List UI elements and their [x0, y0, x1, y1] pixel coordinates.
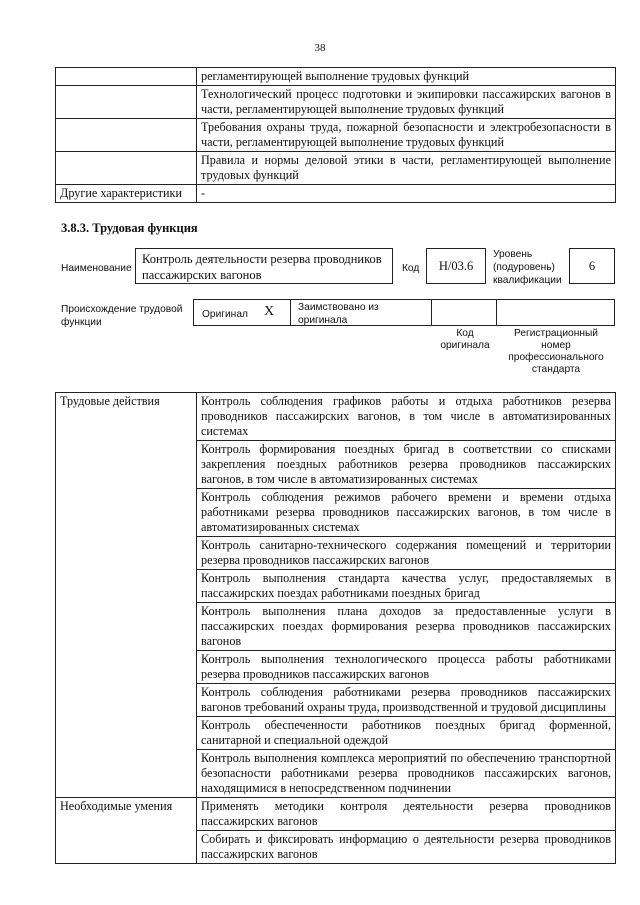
code-label: Код — [402, 263, 420, 274]
row-text: - — [197, 185, 616, 203]
list-item: Контроль выполнения технологического процесса работы работниками резерва проводников пассажирских вагонов — [197, 651, 616, 684]
row-label — [56, 119, 197, 152]
original-label: Оригинал — [202, 309, 248, 320]
labor-actions-label: Трудовые действия — [56, 393, 197, 798]
level-box — [569, 248, 615, 284]
row-text: Правила и нормы деловой этики в части, регламентирующей выполнение трудовых функций — [197, 152, 616, 185]
table-row — [56, 86, 616, 119]
row-text: Технологический процесс подготовки и экипировки пассажирских вагонов в части, регламентирующей выполнение трудовых функций — [197, 86, 616, 119]
divider — [496, 300, 497, 325]
table-row — [56, 152, 616, 185]
list-item: Контроль обеспеченности работников поездных бригад форменной, санитарной и специальной одеждой — [197, 717, 616, 750]
row-text: регламентирующей выполнение трудовых функций — [197, 68, 616, 86]
function-table — [55, 392, 616, 864]
row-text: Требования охраны труда, пожарной безопасности и электробезопасности в части, регламентирующей выполнение трудовых функций — [197, 119, 616, 152]
list-item: Контроль формирования поездных бригад в соответствии со списками закрепления поездных работников резерва проводников пассажирских вагонов, в том числе в автоматизированных системах — [197, 441, 616, 489]
divider — [431, 300, 432, 325]
list-item: Контроль выполнения плана доходов за предоставленные услуги в пассажирских поездах формирования резерва проводников пассажирских вагонов — [197, 603, 616, 651]
list-item: Применять методики контроля деятельности резерва проводников пассажирских вагонов — [197, 798, 616, 831]
level-label: Уровень (подуровень) квалификации — [493, 249, 562, 286]
row-label: Другие характеристики — [56, 185, 197, 203]
list-item: Контроль выполнения комплекса мероприятий по обеспечению транспортной безопасности работниками резерва проводников пассажирских вагонов, находящимися в непосредственном подчинении — [197, 750, 616, 798]
section-title: 3.8.3. Трудовая функция — [61, 221, 198, 235]
row-label — [56, 86, 197, 119]
row-label — [56, 152, 197, 185]
table-row — [56, 119, 616, 152]
borrowed-label: Заимствовано из оригинала — [298, 302, 379, 326]
origin-box — [193, 299, 615, 326]
table-row — [56, 393, 616, 441]
function-name-box — [135, 248, 393, 284]
reg-caption: Регистрационный номер профессионального стандарта — [508, 328, 604, 375]
list-item: Контроль соблюдения режимов рабочего времени и времени отдыха работниками резерва проводников пассажирских вагонов, в том числе в автоматизированных системах — [197, 489, 616, 537]
origin-label: Происхождение трудовой функции — [61, 304, 183, 328]
level-value: 6 — [588, 259, 596, 273]
function-name: Контроль деятельности резерва проводников пассажирских вагонов — [142, 252, 382, 282]
list-item: Собирать и фиксировать информацию о деятельности резерва проводников пассажирских вагонов — [197, 831, 616, 864]
continuation-table — [55, 67, 616, 203]
table-row — [56, 68, 616, 86]
list-item: Контроль санитарно-технического содержания помещений и территории резерва проводников пассажирских вагонов — [197, 537, 616, 570]
code-value: Н/03.6 — [438, 259, 474, 273]
table-row — [56, 185, 616, 203]
list-item: Контроль соблюдения графиков работы и отдыха работников резерва проводников пассажирских вагонов, в том числе в автоматизированных системах — [197, 393, 616, 441]
code-caption: Код оригинала — [440, 328, 490, 351]
divider — [290, 300, 291, 325]
original-mark: X — [264, 304, 275, 319]
code-box — [426, 248, 486, 284]
table-row — [56, 798, 616, 831]
list-item: Контроль соблюдения работниками резерва проводников пассажирских вагонов требований охраны труда, производственной и трудовой дисциплины — [197, 684, 616, 717]
name-label: Наименование — [61, 263, 132, 274]
skills-label: Необходимые умения — [56, 798, 197, 864]
list-item: Контроль выполнения стандарта качества услуг, предоставляемых в пассажирских поездах работниками поездных бригад — [197, 570, 616, 603]
row-label — [56, 68, 197, 86]
page-number: 38 — [314, 42, 326, 54]
